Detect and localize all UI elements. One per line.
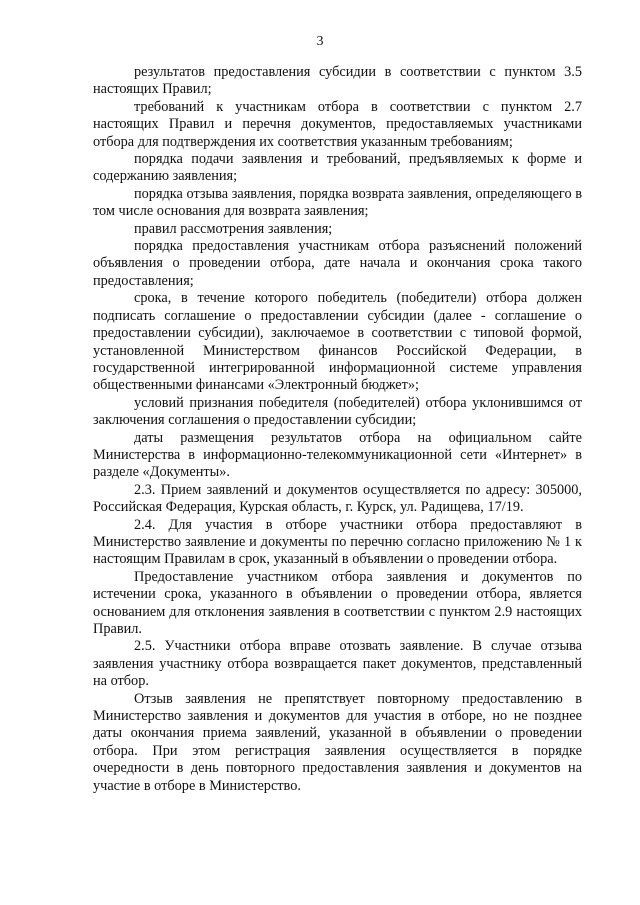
paragraph-2-3-address: 2.3. Прием заявлений и документов осуществляется по адресу: 305000, Российская Федерация, Курская область, г. Курск, ул. Радищева, 17/19.: [93, 481, 582, 516]
paragraph-2-5-withdrawal: 2.5. Участники отбора вправе отозвать заявление. В случае отзыва заявления участнику отбора возвращается пакет документов, представленный на отбор.: [93, 638, 582, 690]
paragraph-late-submission: Предоставление участником отбора заявления и документов по истечении срока, указанного в объявлении о проведении отбора, является основанием для отклонения заявления в соответствии с пунктом 2.9 настоящих Правил.: [93, 568, 582, 637]
paragraph-clarifications: порядка предоставления участникам отбора разъяснений положений объявления о проведении отбора, дате начала и окончания срока такого предоставления;: [93, 238, 582, 289]
paragraph-evasion-conditions: условий признания победителя (победителей) отбора уклонившимся от заключения соглашения о предоставлении субсидии;: [93, 394, 582, 429]
paragraph-subsidy-results: результатов предоставления субсидии в соответствии с пунктом 3.5 настоящих Правил;: [93, 64, 582, 98]
page-number: 3: [316, 34, 324, 49]
paragraph-2-4-submission: 2.4. Для участия в отборе участники отбора предоставляют в Министерство заявление и документы по перечню согласно приложению № 1 к настоящим Правилам в срок, указанный в объявлении о проведении отбора.: [93, 516, 582, 568]
paragraph-participant-requirements: требований к участникам отбора в соответствии с пунктом 2.7 настоящих Правил и перечня документов, предоставляемых участниками отбора для подтверждения их соответствия указанным требованиям;: [93, 98, 582, 150]
paragraph-results-publication: даты размещения результатов отбора на официальном сайте Министерства в информационно-телекоммуникационной сети «Интернет» в разделе «Документы».: [93, 429, 582, 481]
document-body: [93, 64, 582, 795]
paragraph-resubmission: Отзыв заявления не препятствует повторному предоставлению в Министерство заявления и документов для участия в отборе, но не позднее даты окончания приема заявлений, указанной в объявлении о проведении отбора. При этом регистрация заявления осуществляется в порядке очередности в день повторного предоставления заявления и документов на участие в отборе в Министерство.: [93, 690, 582, 794]
paragraph-review-rules: правил рассмотрения заявления;: [134, 220, 333, 237]
paragraph-withdrawal-return: порядка отзыва заявления, порядка возврата заявления, определяющего в том числе основания для возврата заявления;: [93, 185, 582, 220]
paragraph-agreement-term: срока, в течение которого победитель (победители) отбора должен подписать соглашение о предоставлении субсидии (далее - соглашение о предоставлении субсидии), заключаемое в соответствии с типовой формой, установленной Министерством финансов Российской Федерации, в государственной интегрированной информационной системе управления общественными финансами «Электронный бюджет»;: [93, 290, 582, 394]
paragraph-application-procedure: порядка подачи заявления и требований, предъявляемых к форме и содержанию заявления;: [93, 151, 582, 185]
